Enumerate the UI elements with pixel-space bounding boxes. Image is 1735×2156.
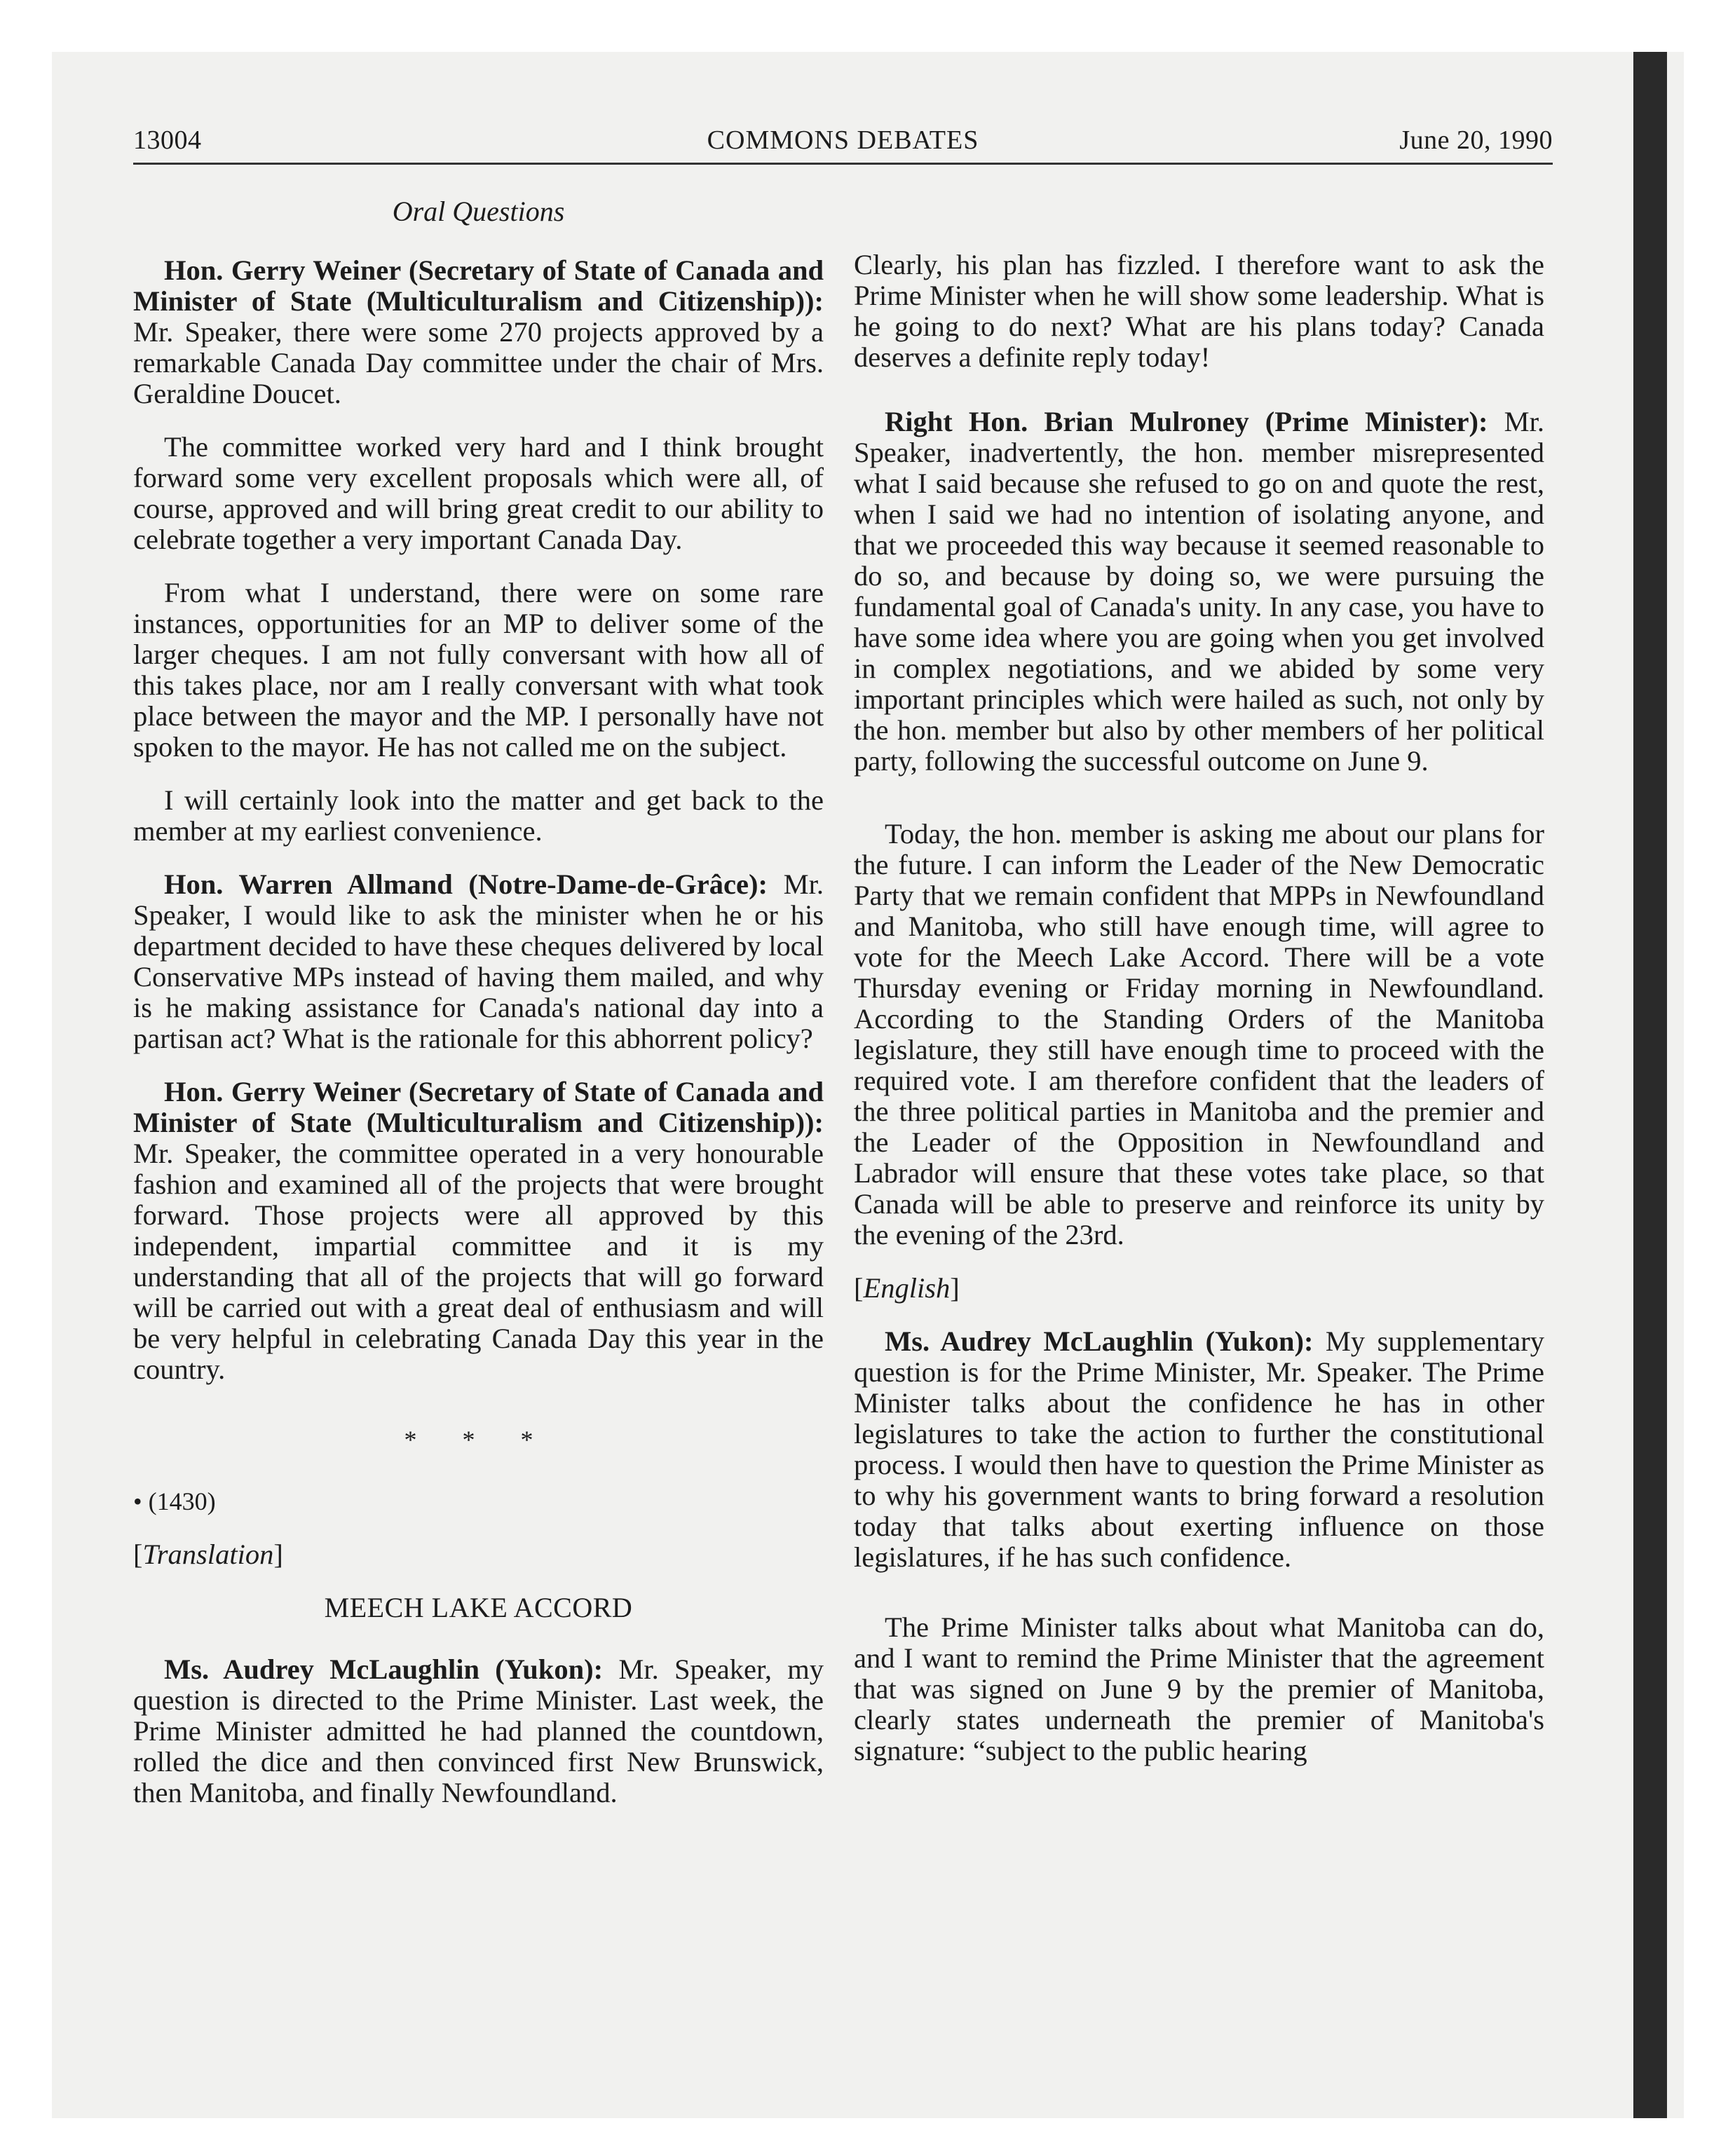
language-marker: [Translation] — [133, 1538, 283, 1570]
speech-text: Mr. Speaker, my question is directed to the Prime Minister. Last week, the Prime Minister admitted he had planned the countdown, rolled the dice and then convinced first New Brunswick, then Manitoba, and finally Newfoundland. — [133, 1653, 824, 1808]
section-heading: MEECH LAKE ACCORD — [324, 1592, 633, 1623]
header-rule — [133, 163, 1553, 165]
right-column — [854, 250, 1544, 1789]
paragraph — [133, 869, 824, 1054]
paragraph — [133, 432, 824, 555]
speaker-name: Right Hon. Brian Mulroney (Prime Minister): — [885, 406, 1488, 437]
timestamp: • (1430) — [133, 1487, 216, 1515]
page-number: 13004 — [133, 125, 202, 155]
left-column — [133, 196, 824, 1831]
language-label: Translation — [142, 1538, 274, 1570]
language-label: English — [863, 1272, 951, 1304]
speech-text: From what I understand, there were on some rare instances, opportunities for an MP to deliver some of the larger cheques. I am not fully conversant with how all of this takes place, nor am I really conversant with what took place between the mayor and the MP. I personally have not spoken to the mayor. He has not called me on the subject. — [133, 577, 824, 763]
paragraph — [854, 250, 1544, 373]
paragraph — [854, 819, 1544, 1250]
speaker-name: Hon. Gerry Weiner (Secretary of State of Canada and Minister of State (Multiculturalism and Citizenship)): — [133, 254, 824, 317]
paragraph — [133, 1077, 824, 1385]
section-separator: * * * — [404, 1426, 553, 1454]
speaker-name: Ms. Audrey McLaughlin (Yukon): — [164, 1653, 604, 1685]
paragraph — [133, 578, 824, 763]
paragraph — [133, 255, 824, 409]
paragraph — [854, 1326, 1544, 1573]
spacer — [854, 1595, 1544, 1612]
paragraph — [854, 1612, 1544, 1766]
speaker-name: Hon. Warren Allmand (Notre-Dame-de-Grâce): — [164, 868, 768, 900]
paragraph — [133, 785, 824, 847]
speech-text: Mr. Speaker, inadvertently, the hon. member misrepresented what I said because she refused to go on and quote the rest, when I said we had no intention of isolating anyone, and that we proceeded this way because it seemed reasonable to do so, and because by doing so, we were pursuing the fundamental goal of Canada's unity. In any case, you have to have some idea where you are going when you get involved in complex negotiations, and we abided by some very important principles which were hailed as such, not only by the hon. member but also by other members of her political party, following the successful outcome on June 9. — [854, 406, 1544, 777]
page-header — [133, 125, 1553, 167]
speech-text: Mr. Speaker, the committee operated in a very honourable fashion and examined all of the projects that were brought forward. Those projects were all approved by this independent, impartial committee and it is my understanding that all of the projects that will go forward will be carried out with a great deal of enthusiasm and will be very helpful in celebrating Canada Day this year in the country. — [133, 1138, 824, 1385]
speech-text: The committee worked very hard and I think brought forward some very excellent proposals which were all, of course, approved and will bring great credit to our ability to celebrate together a very important Canada Day. — [133, 431, 824, 555]
paragraph — [854, 407, 1544, 777]
speech-text: The Prime Minister talks about what Manitoba can do, and I want to remind the Prime Minister that the agreement that was signed on June 9 by the premier of Manitoba, clearly states underneath the premier of Manitoba's signature: “subject to the public hearing — [854, 1611, 1544, 1766]
spacer — [854, 395, 1544, 407]
speaker-name: Ms. Audrey McLaughlin (Yukon): — [885, 1325, 1314, 1357]
section-label: Oral Questions — [392, 196, 565, 227]
speech-text: Today, the hon. member is asking me about our plans for the future. I can inform the Leader of the New Democratic Party that we remain confident that MPPs in Newfoundland and Manitoba, who still have enough time, will agree to vote for the Meech Lake Accord. There will be a vote Thursday evening or Friday morning in Newfoundland. According to the Standing Orders of the Manitoba legislature, they still have enough time to proceed with the required vote. I am therefore confident that the leaders of the three political parties in Manitoba and the premier and the Leader of the Opposition in Newfoundland and Labrador will ensure that these votes take place, so that Canada will be able to preserve and reinforce its unity by the evening of the 23rd. — [854, 818, 1544, 1250]
publication-title: COMMONS DEBATES — [707, 125, 979, 155]
paragraph — [133, 1654, 824, 1808]
scan-edge-shadow — [1633, 52, 1667, 2118]
language-marker: [English] — [854, 1272, 960, 1304]
speech-text: Mr. Speaker, I would like to ask the minister when he or his department decided to have these cheques delivered by local Conservative MPs instead of having them mailed, and why is he making assistance for Canada's national day into a partisan act? What is the rationale for this abhorrent policy? — [133, 868, 824, 1054]
speech-text: Clearly, his plan has fizzled. I therefore want to ask the Prime Minister when he will show some leadership. What is he going to do next? What are his plans today? Canada deserves a definite reply today! — [854, 249, 1544, 373]
speech-text: My supplementary question is for the Prime Minister, Mr. Speaker. The Prime Minister talks about the confidence he has in other legislatures to take the action to further the constitutional process. I would then have to question the Prime Minister as to why his government wants to bring forward a resolution today that talks about exerting influence on those legislatures, if he has such confidence. — [854, 1325, 1545, 1573]
speech-text: I will certainly look into the matter and get back to the member at my earliest convenience. — [133, 784, 824, 847]
speaker-name: Hon. Gerry Weiner (Secretary of State of Canada and Minister of State (Multiculturalism and Citizenship)): — [133, 1076, 824, 1138]
page-date: June 20, 1990 — [1399, 125, 1553, 155]
spacer — [854, 799, 1544, 819]
speech-text: Mr. Speaker, there were some 270 projects approved by a remarkable Canada Day committee under the chair of Mrs. Geraldine Doucet. — [133, 316, 824, 409]
